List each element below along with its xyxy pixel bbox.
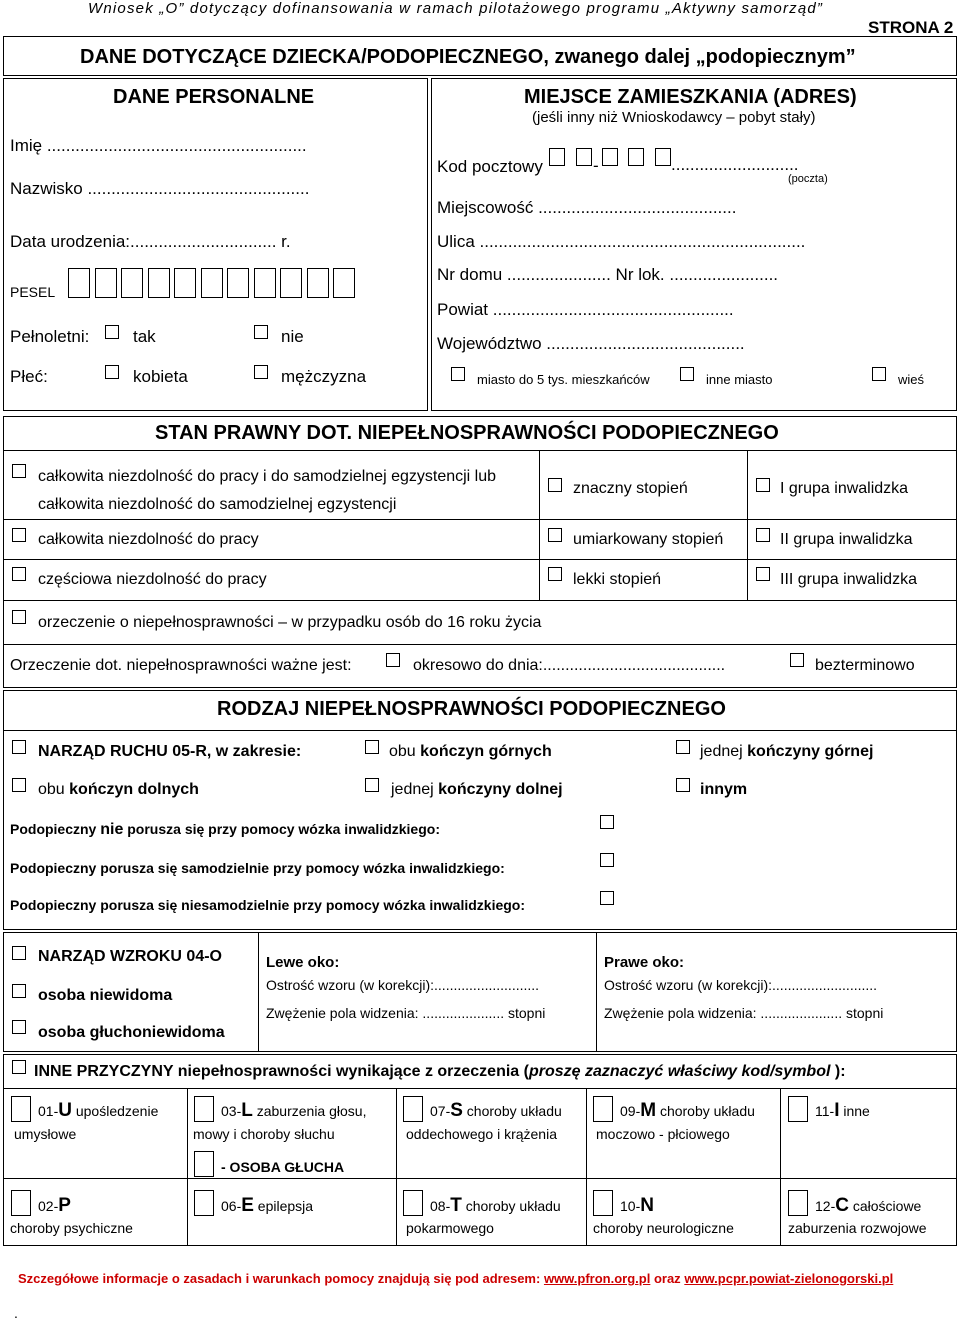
code-01-u-checkbox[interactable]	[11, 1096, 31, 1122]
code-12-c-checkbox[interactable]	[788, 1190, 808, 1216]
code-07-rest: choroby układu	[462, 1103, 562, 1119]
pelnoletni-tak-label: tak	[133, 327, 156, 346]
kod-dash: -	[593, 156, 599, 175]
bezterminowo-checkbox[interactable]	[790, 653, 804, 667]
plec-label: Płeć:	[10, 367, 48, 386]
stan-prawny-box	[3, 416, 957, 688]
pesel-digit-box[interactable]	[68, 268, 90, 298]
divider	[3, 644, 957, 645]
code-01-letter: U	[58, 1100, 72, 1121]
divider	[3, 600, 957, 601]
code-06-e-label	[221, 1195, 313, 1217]
code-11-rest: inne	[839, 1103, 870, 1119]
inne-title-c: proszę zaznaczyć właściwy kod/symbol	[528, 1063, 831, 1080]
inne-title-a: INNE PRZYCZYNY	[34, 1063, 178, 1080]
personal-data-title: DANE PERSONALNE	[113, 86, 315, 108]
page-number: STRONA 2	[868, 18, 954, 37]
footer-text: Szczegółowe informacje o zasadach i warunkach pomocy znajdują się pod adresem:	[18, 1271, 544, 1286]
umiarkowany-label: umiarkowany stopień	[573, 531, 724, 548]
code-10-n-checkbox[interactable]	[593, 1190, 613, 1216]
znaczny-checkbox[interactable]	[548, 478, 562, 492]
obu-dolne-label-a: obu	[38, 781, 70, 798]
pesel-digit-box[interactable]	[280, 268, 302, 298]
jednej-dolna-label	[391, 781, 563, 799]
niewidoma-checkbox[interactable]	[12, 984, 26, 998]
row1-label-b: całkowita niezdolność do samodzielnej egzystencji	[38, 496, 397, 513]
pelnoletni-nie-checkbox[interactable]	[254, 325, 268, 339]
narzad-ruchu-checkbox[interactable]	[12, 740, 26, 754]
kod-box-4[interactable]	[628, 148, 644, 166]
pesel-digit-box[interactable]	[174, 268, 196, 298]
inne-przyczyny-checkbox[interactable]	[12, 1060, 26, 1074]
obu-dolne-checkbox[interactable]	[12, 778, 26, 792]
code-08-t-label	[430, 1195, 561, 1217]
inne-title-b: niepełnosprawności wynikające z orzeczenia (	[177, 1063, 529, 1080]
okresowo-label[interactable]: okresowo do dnia:.........................................	[413, 657, 726, 674]
divider	[3, 450, 957, 451]
grupa3-checkbox[interactable]	[756, 567, 770, 581]
pesel-digit-box[interactable]	[95, 268, 117, 298]
pelnoletni-label: Pełnoletni:	[10, 327, 90, 346]
wozek-niesamodzielnie-label: Podopieczny porusza się niesamodzielnie przy pomocy wózka inwalidzkiego:	[10, 897, 526, 913]
code-07-s-checkbox[interactable]	[403, 1096, 423, 1122]
code-06-letter: E	[241, 1195, 254, 1216]
code-12-line2: zaburzenia rozwojowe	[788, 1220, 927, 1236]
okresowo-checkbox[interactable]	[386, 653, 400, 667]
address-subtitle: (jeśli inny niż Wnioskodawcy – pobyt stały)	[532, 109, 816, 126]
code-09-letter: M	[640, 1100, 657, 1121]
code-07-prefix: 07-	[430, 1103, 451, 1119]
divider	[3, 1088, 957, 1089]
inne-miasto-label: inne miasto	[706, 372, 773, 387]
lewe-zwezenie-field[interactable]: Zwężenie pola widzenia: ..................... stopni	[266, 1005, 546, 1021]
divider	[3, 559, 957, 560]
code-07-letter: S	[450, 1100, 463, 1121]
jednej-gorna-checkbox[interactable]	[676, 740, 690, 754]
miasto5-label: miasto do 5 tys. mieszkańców	[477, 372, 650, 387]
row3-label: częściowa niezdolność do pracy	[38, 571, 267, 588]
powiat-field[interactable]: Powiat ...................................................	[437, 300, 734, 319]
code-02-line2: choroby psychiczne	[10, 1220, 133, 1236]
obu-dolne-label	[38, 781, 199, 799]
code-03-letter: L	[241, 1100, 253, 1121]
code-11-letter: I	[834, 1100, 840, 1121]
inne-przyczyny-label	[34, 1063, 846, 1081]
wies-checkbox[interactable]	[872, 367, 886, 381]
rodzaj-box	[3, 690, 957, 930]
pesel-digit-box[interactable]	[333, 268, 355, 298]
wozek-nie-label-c: porusza się przy pomocy wózka inwalidzkiego:	[123, 821, 440, 837]
divider	[396, 1088, 397, 1246]
divider	[596, 932, 597, 1052]
pesel-digit-box[interactable]	[307, 268, 329, 298]
code-02-p-label	[38, 1195, 71, 1217]
umiarkowany-checkbox[interactable]	[548, 528, 562, 542]
wozek-samodzielnie-label: Podopieczny porusza się samodzielnie przy pomocy wózka inwalidzkiego:	[10, 860, 505, 876]
grupa2-label: II grupa inwalidzka	[780, 531, 913, 548]
code-08-prefix: 08-	[430, 1198, 451, 1214]
pelnoletni-nie-label: nie	[281, 327, 304, 346]
code-06-prefix: 06-	[221, 1198, 242, 1214]
wozek-samodzielnie-checkbox[interactable]	[600, 853, 614, 867]
ulica-field[interactable]: Ulica .....................................................................	[437, 232, 806, 251]
pesel-digit-box[interactable]	[121, 268, 143, 298]
code-01-prefix: 01-	[38, 1103, 59, 1119]
jednej-dolna-checkbox[interactable]	[365, 778, 379, 792]
wozek-niesamodzielnie-checkbox[interactable]	[600, 891, 614, 905]
divider	[3, 1178, 957, 1179]
obu-gorne-label	[389, 743, 552, 761]
divider	[187, 1088, 188, 1246]
code-02-prefix: 02-	[38, 1198, 59, 1214]
nazwisko-field[interactable]: Nazwisko ...............................................	[10, 179, 310, 198]
pesel-digit-box[interactable]	[254, 268, 276, 298]
code-09-prefix: 09-	[620, 1103, 641, 1119]
wozek-nie-label-b: nie	[100, 821, 124, 838]
pesel-digit-box[interactable]	[148, 268, 170, 298]
calkowita-praca-checkbox[interactable]	[12, 528, 26, 542]
wies-label: wieś	[898, 372, 925, 387]
footer-info	[18, 1271, 893, 1286]
prawe-oko-label: Prawe oko:	[604, 954, 685, 971]
wozek-nie-checkbox[interactable]	[600, 815, 614, 829]
divider	[3, 519, 957, 520]
grupa2-checkbox[interactable]	[756, 528, 770, 542]
lekki-label: lekki stopień	[573, 571, 662, 588]
code-08-t-checkbox[interactable]	[403, 1190, 423, 1216]
code-09-m-label	[620, 1100, 755, 1122]
kod-pocztowy-label: Kod pocztowy	[437, 157, 543, 176]
grupa1-label: I grupa inwalidzka	[780, 480, 909, 497]
czesciowa-praca-checkbox[interactable]	[12, 567, 26, 581]
jednej-gorna-label-a: jednej	[700, 743, 748, 760]
inne-miasto-checkbox[interactable]	[680, 367, 694, 381]
code-08-line2: pokarmowego	[406, 1220, 494, 1236]
kod-box-2[interactable]	[576, 148, 592, 166]
rodzaj-title: RODZAJ NIEPEŁNOSPRAWNOŚCI PODOPIECZNEGO	[217, 698, 726, 720]
form-header-title: Wniosek „O” dotyczący dofinansowania w ramach pilotażowego programu „Aktywny samorząd”	[88, 0, 824, 17]
code-03-rest: zaburzenia głosu,	[252, 1103, 367, 1119]
calkowita-egzystencja-checkbox[interactable]	[12, 464, 26, 478]
code-12-c-label	[815, 1195, 921, 1217]
code-02-letter: P	[58, 1195, 71, 1216]
wojewodztwo-field[interactable]: Województwo ..........................................	[437, 334, 745, 353]
code-10-letter: N	[640, 1195, 654, 1216]
code-09-rest: choroby układu	[656, 1103, 755, 1119]
miejscowosc-field[interactable]: Miejscowość ..........................................	[437, 198, 737, 217]
grupa3-label: III grupa inwalidzka	[780, 571, 917, 588]
code-11-i-label	[815, 1100, 870, 1122]
row1-label-a: całkowita niezdolność do pracy i do samodzielnej egzystencji lub	[38, 468, 497, 485]
data-urodzenia-field[interactable]: Data urodzenia:............................... r.	[10, 232, 291, 251]
code-07-s-label	[430, 1100, 562, 1122]
poczta-field[interactable]: ...........................	[671, 155, 799, 174]
jednej-dolna-label-a: jednej	[391, 781, 439, 798]
osoba-glucha-label: - OSOBA GŁUCHA	[221, 1159, 345, 1175]
jednej-dolna-label-b: kończyny dolnej	[438, 781, 563, 798]
code-10-prefix: 10-	[620, 1198, 641, 1214]
innym-checkbox[interactable]	[676, 778, 690, 792]
code-07-line2: oddechowego i krążenia	[406, 1126, 557, 1142]
mezczyzna-label: mężczyzna	[281, 367, 367, 386]
orzeczenie16-label: orzeczenie o niepełnosprawności – w przypadku osób do 16 roku życia	[38, 614, 542, 631]
prawe-zwezenie-field[interactable]: Zwężenie pola widzenia: ..................... stopni	[604, 1005, 884, 1021]
divider	[258, 932, 259, 1052]
code-01-u-label	[38, 1100, 158, 1122]
narzad-wzroku-checkbox[interactable]	[12, 946, 26, 960]
code-10-n-label	[620, 1195, 654, 1217]
code-09-line2: moczowo - płciowego	[596, 1126, 730, 1142]
jednej-gorna-label	[700, 743, 873, 761]
poczta-label: (poczta)	[788, 173, 828, 185]
prawe-ostrosc-field[interactable]: Ostrość wzoru (w korekcji):...........................	[604, 977, 878, 993]
jednej-gorna-label-b: kończyny górnej	[747, 743, 874, 760]
code-11-prefix: 11-	[815, 1103, 835, 1119]
znaczny-label: znaczny stopień	[573, 480, 688, 497]
pesel-digit-box[interactable]	[227, 268, 249, 298]
pesel-label: PESEL	[10, 284, 56, 300]
divider	[539, 450, 540, 600]
inne-box	[3, 1054, 957, 1246]
child-section-title: DANE DOTYCZĄCE DZIECKA/PODOPIECZNEGO, zwanego dalej „podopiecznym”	[80, 46, 856, 68]
lekki-checkbox[interactable]	[548, 567, 562, 581]
pesel-digit-box[interactable]	[201, 268, 223, 298]
code-12-rest: całościowe	[848, 1198, 922, 1214]
gluchoniewidoma-label: osoba głuchoniewidoma	[38, 1024, 225, 1041]
obu-dolne-label-b: kończyn dolnych	[69, 781, 199, 798]
pcpr-link[interactable]: www.pcpr.powiat-zielonogorski.pl	[684, 1271, 894, 1286]
nr-domu-field[interactable]: Nr domu ...................... Nr lok. .......................	[437, 265, 779, 284]
code-10-line2: choroby neurologiczne	[593, 1220, 734, 1236]
obu-gorne-checkbox[interactable]	[365, 740, 379, 754]
pfron-link[interactable]: www.pfron.org.pl	[543, 1271, 651, 1286]
wazne-label: Orzeczenie dot. niepełnosprawności ważne jest:	[10, 657, 352, 674]
pelnoletni-tak-checkbox[interactable]	[105, 325, 119, 339]
grupa1-checkbox[interactable]	[756, 478, 770, 492]
orzeczenie16-checkbox[interactable]	[12, 610, 26, 624]
miasto5-checkbox[interactable]	[451, 367, 465, 381]
kod-box-1[interactable]	[549, 148, 565, 166]
footer-oraz: oraz	[650, 1271, 685, 1286]
divider	[747, 450, 748, 600]
bezterminowo-label: bezterminowo	[815, 657, 915, 674]
kobieta-checkbox[interactable]	[105, 365, 119, 379]
obu-gorne-label-a: obu	[389, 743, 421, 760]
code-08-letter: T	[450, 1195, 462, 1216]
code-06-rest: epilepsja	[253, 1198, 314, 1214]
row2-label: całkowita niezdolność do pracy	[38, 531, 259, 548]
divider	[586, 1088, 587, 1246]
code-06-e-checkbox[interactable]	[194, 1190, 214, 1216]
code-02-p-checkbox[interactable]	[11, 1190, 31, 1216]
wozek-nie-label-a: Podopieczny	[10, 821, 101, 837]
niewidoma-label: osoba niewidoma	[38, 987, 173, 1004]
code-12-prefix: 12-	[815, 1198, 836, 1214]
obu-gorne-label-b: kończyn górnych	[420, 743, 552, 760]
code-01-line2: umysłowe	[14, 1126, 77, 1142]
code-03-l-label	[221, 1100, 366, 1122]
lewe-ostrosc-field[interactable]: Ostrość wzoru (w korekcji):...........................	[266, 977, 540, 993]
code-01-rest: upośledzenie	[71, 1103, 159, 1119]
code-03-line2: mowy i choroby słuchu	[193, 1126, 335, 1142]
code-12-letter: C	[835, 1195, 849, 1216]
wozek-nie-label	[10, 821, 440, 839]
code-03-l-checkbox[interactable]	[194, 1096, 214, 1122]
inne-title-d: ):	[830, 1063, 846, 1080]
code-11-i-checkbox[interactable]	[788, 1096, 808, 1122]
kobieta-label: kobieta	[133, 367, 188, 386]
innym-label: innym	[700, 781, 748, 798]
mezczyzna-checkbox[interactable]	[254, 365, 268, 379]
divider	[3, 730, 957, 731]
stan-prawny-title: STAN PRAWNY DOT. NIEPEŁNOSPRAWNOŚCI PODOPIECZNEGO	[155, 422, 779, 444]
imie-field[interactable]: Imię .......................................................	[10, 136, 307, 155]
divider	[780, 1088, 781, 1246]
narzad-ruchu-label: NARZĄD RUCHU 05-R, w zakresie:	[38, 743, 302, 760]
code-08-rest: choroby układu	[461, 1198, 561, 1214]
lewe-oko-label: Lewe oko:	[266, 954, 340, 971]
footer-dot: .	[14, 1305, 18, 1321]
kod-box-5[interactable]	[655, 148, 671, 166]
kod-box-3[interactable]	[602, 148, 618, 166]
osoba-glucha-checkbox[interactable]	[194, 1151, 214, 1177]
code-03-prefix: 03-	[221, 1103, 242, 1119]
code-09-m-checkbox[interactable]	[593, 1096, 613, 1122]
gluchoniewidoma-checkbox[interactable]	[12, 1020, 26, 1034]
narzad-wzroku-label: NARZĄD WZROKU 04-O	[38, 948, 222, 965]
address-title: MIEJSCE ZAMIESZKANIA (ADRES)	[524, 86, 857, 108]
